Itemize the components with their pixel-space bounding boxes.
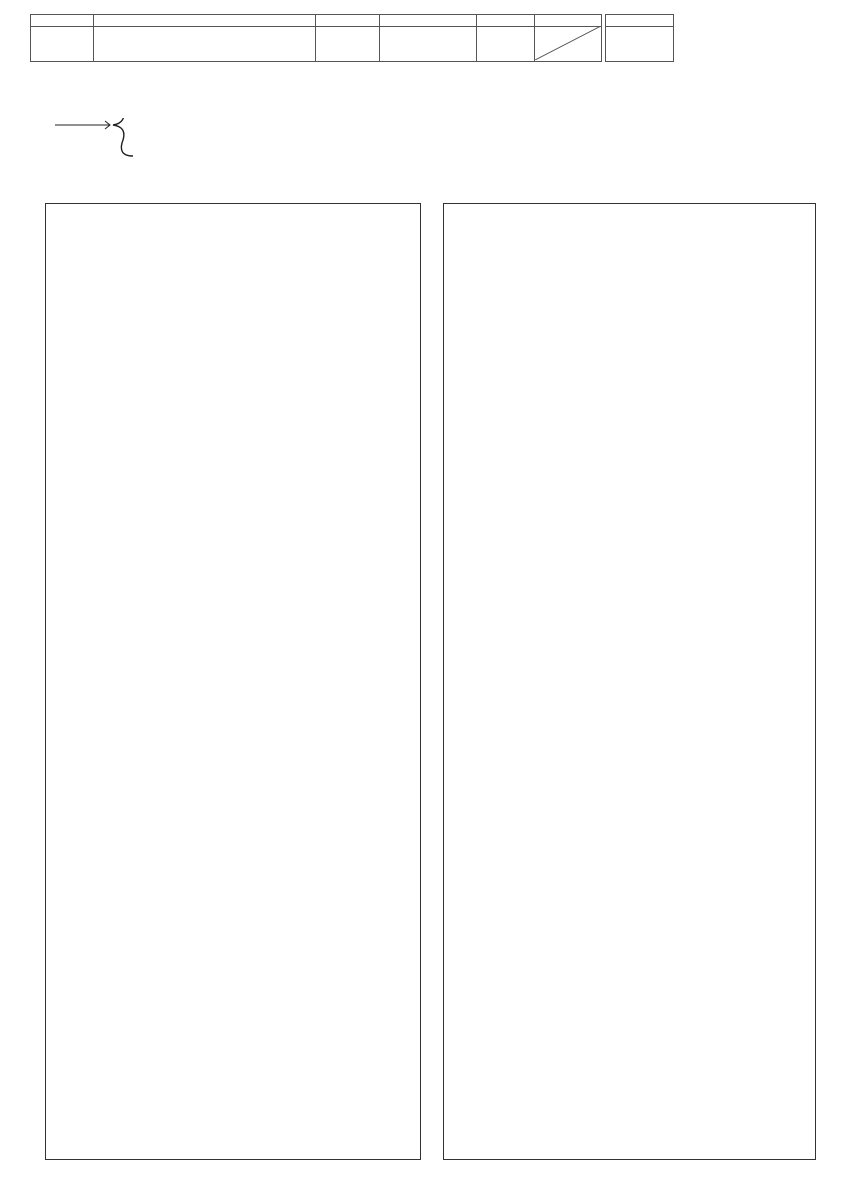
time-caption (380, 15, 476, 27)
side-book-labels (8, 150, 48, 202)
camera-caption (606, 15, 673, 27)
timesheet-left (45, 203, 421, 1160)
title-caption (94, 15, 315, 27)
cut-cell[interactable] (316, 15, 380, 61)
episode-cell[interactable] (31, 15, 94, 61)
header-table (30, 14, 602, 62)
artist-cell[interactable] (477, 15, 535, 61)
episode-caption (31, 15, 93, 27)
sheet-cell[interactable] (535, 15, 601, 61)
cut-caption (316, 15, 379, 27)
timesheet-right (443, 203, 816, 1160)
title-cell[interactable] (94, 15, 316, 61)
time-cell[interactable] (380, 15, 477, 61)
camera-cell[interactable] (605, 14, 674, 62)
right-cross-out-scribble (444, 218, 815, 393)
note-arrow-brace (55, 118, 135, 158)
timesheet-left-grid (46, 204, 420, 1159)
artist-caption (477, 15, 534, 27)
sheet-diagonal (535, 26, 601, 60)
